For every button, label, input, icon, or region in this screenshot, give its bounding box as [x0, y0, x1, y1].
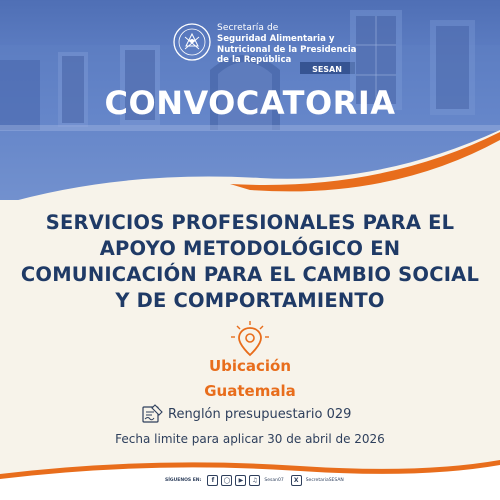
follow-label: SÍGUENOS EN:	[165, 477, 202, 483]
hero-wave-divider	[0, 110, 500, 220]
map-pin-icon	[229, 320, 271, 362]
org-name: Seguridad Alimentaria y Nutricional de la Presidencia de la República	[217, 34, 357, 65]
social-media-bar	[165, 473, 348, 487]
banner-title: CONVOCATORIA	[104, 84, 396, 122]
tiktok-icon[interactable]: ♫	[249, 475, 260, 486]
social-handle-secondary[interactable]: SecretariaSESAN	[305, 477, 344, 483]
budget-line-row	[140, 403, 351, 425]
application-deadline: Fecha limite para aplicar 30 de abril de 2026	[115, 432, 385, 446]
location-label: Ubicación	[208, 357, 292, 375]
instagram-icon[interactable]: ◯	[221, 475, 232, 486]
contract-pen-icon	[140, 403, 164, 425]
youtube-icon[interactable]: ▶	[235, 475, 246, 486]
call-title: SERVICIOS PROFESIONALES PARA EL APOYO METODOLÓGICO EN COMUNICACIÓN PARA EL CAMBIO SOCIAL Y DE COMPORTAMIENTO	[20, 211, 480, 312]
budget-line-text: Renglón presupuestario 029	[168, 406, 352, 422]
x-icon[interactable]: X	[291, 475, 302, 486]
facebook-icon[interactable]: f	[207, 475, 218, 486]
building-sign: SESAN	[312, 65, 342, 74]
location-value: Guatemala	[204, 382, 296, 400]
org-name-prefix: Secretaría de	[217, 23, 279, 33]
social-handle-primary[interactable]: Sesan07	[264, 477, 284, 483]
guatemala-seal-icon	[172, 22, 212, 62]
